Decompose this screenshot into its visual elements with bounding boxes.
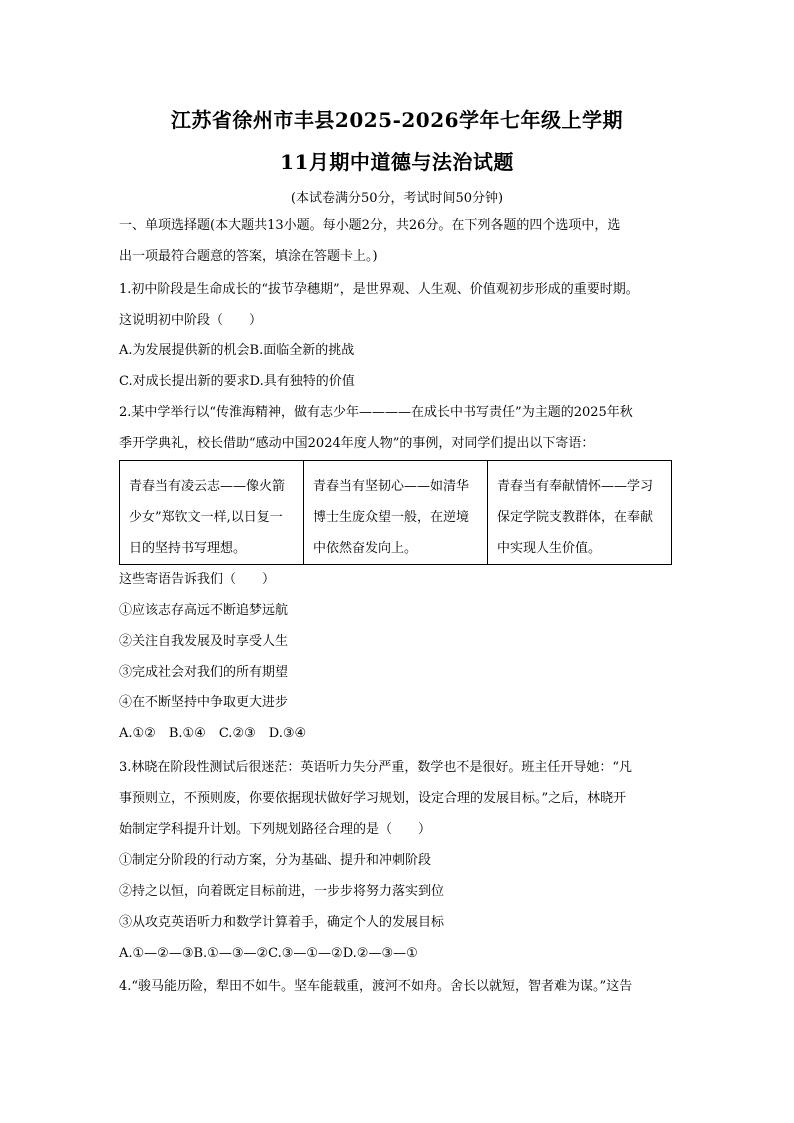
table-cell — [120, 461, 304, 565]
exam-subtitle: (本试卷满分50分，考试时间50分钟) — [290, 191, 504, 206]
q2-item-1: ①应该志存高远不断追梦远航 — [119, 603, 289, 618]
cell-text-line: 保定学院支教群体，在奉献 — [497, 510, 654, 525]
q1-stem-line2: 这说明初中阶段（ ） — [119, 313, 263, 328]
q3-item-3: ③从攻克英语听力和数学计算着手，确定个人的发展目标 — [119, 915, 445, 930]
section1-instructions-line1: 一、单项选择题(本大题共13小题。每小题2分，共26分。在下列各题的四个选项中，选 — [119, 218, 621, 233]
q2-question-stem: 这些寄语告诉我们（ ） — [119, 572, 276, 587]
q3-stem-line2: 事预则立，不预则废，你要依据现状做好学习规划，设定合理的发展目标。”之后，林晓开 — [119, 791, 627, 806]
q1-options-cd: C.对成长提出新的要求D.具有独特的价值 — [119, 374, 355, 389]
cell-text-line: 青春当有坚韧心——如清华 — [313, 479, 470, 494]
q3-item-1: ①制定分阶段的行动方案，分为基础、提升和冲刺阶段 — [119, 853, 432, 868]
table-cell — [488, 461, 672, 565]
q1-stem-line1: 1.初中阶段是生命成长的“拔节孕穗期”，是世界观、人生观、价值观初步形成的重要时期。 — [119, 282, 639, 297]
cell-text-line: 中依然奋发向上。 — [313, 541, 418, 556]
cell-text-line: 日的坚持书写理想。 — [129, 541, 247, 556]
cell-text-line: 青春当有凌云志——像火箭 — [129, 479, 286, 494]
q4-stem-line1: 4.“骏马能历险，犁田不如牛。坚车能载重，渡河不如舟。舍长以就短，智者难为谋。”这告 — [119, 979, 633, 994]
exam-title-line2: 11月期中道德与法治试题 — [280, 150, 514, 174]
q2-item-2: ②关注自我发展及时享受人生 — [119, 634, 289, 649]
q2-options: A.①② B.①④ C.②③ D.③④ — [119, 726, 307, 741]
cell-text-line: 中实现人生价值。 — [497, 541, 602, 556]
cell-text-line: 青春当有奉献情怀——学习 — [497, 479, 654, 494]
exam-title-line1: 江苏省徐州市丰县2025-2026学年七年级上学期 — [170, 108, 624, 132]
table-cell — [304, 461, 488, 565]
q2-item-3: ③完成社会对我们的所有期望 — [119, 665, 289, 680]
section1-instructions-line2: 出一项最符合题意的答案，填涂在答题卡上。) — [119, 249, 378, 264]
q3-stem-line1: 3.林晓在阶段性测试后很迷茫：英语听力失分严重，数学也不是很好。班主任开导她：“凡 — [119, 760, 633, 775]
q2-quotes-table — [119, 460, 672, 565]
q3-options: A.①—②—③B.①—③—②C.③—①—②D.②—③—① — [119, 946, 418, 961]
q2-stem-line2: 季开学典礼，校长借助“感动中国2024年度人物”的事例，对同学们提出以下寄语： — [119, 436, 595, 451]
table-row — [120, 461, 672, 565]
q2-stem-line1: 2.某中学举行以“传淮海精神，做有志少年————在成长中书写责任”为主题的2025年秋 — [119, 405, 633, 420]
q3-stem-line3: 始制定学科提升计划。下列规划路径合理的是（ ） — [119, 822, 432, 837]
q2-item-4: ④在不断坚持中争取更大进步 — [119, 695, 289, 710]
q3-item-2: ②持之以恒，向着既定目标前进，一步步将努力落实到位 — [119, 884, 445, 899]
cell-text-line: 少女”郑钦文一样,以日复一 — [129, 510, 283, 525]
cell-text-line: 博士生庞众望一般，在逆境 — [313, 510, 470, 525]
q1-options-ab: A.为发展提供新的机会B.面临全新的挑战 — [119, 343, 355, 358]
